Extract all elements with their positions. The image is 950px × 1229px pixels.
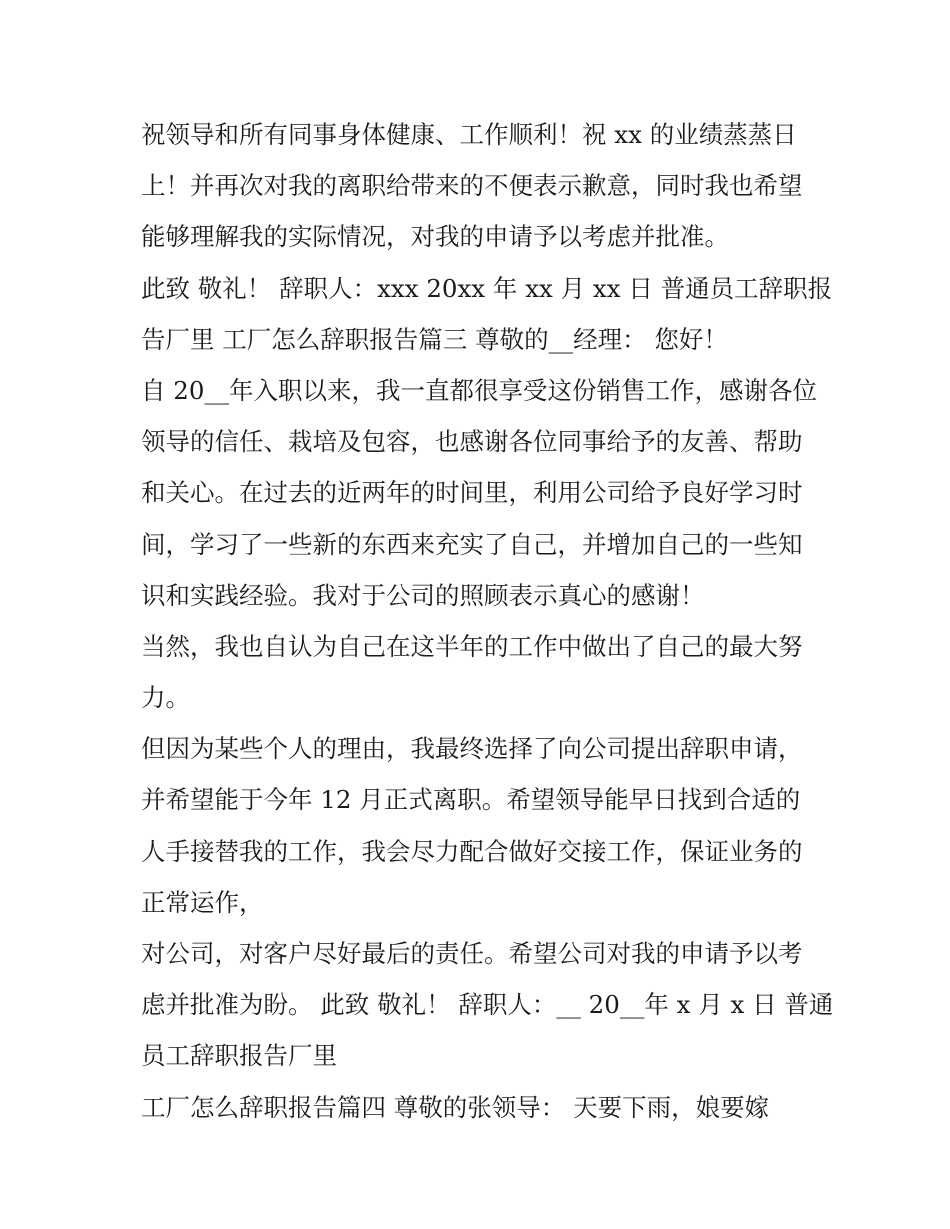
text-line: 告厂里 工厂怎么辞职报告篇三 尊敬的__经理： 您好！ [141,324,728,354]
text-line: 能够理解我的实际情况，对我的申请予以考虑并批准。 [141,222,729,252]
text-line: 识和实践经验。我对于公司的照顾表示真心的感谢！ [141,580,705,610]
text-line: 领导的信任、栽培及包容，也感谢各位同事给予的友善、帮助 [141,427,803,457]
text-line: 员工辞职报告厂里 [141,1041,337,1071]
text-line: 虑并批准为盼。 此致 敬礼！ 辞职人：__ 20__年 x 月 x 日 普通 [141,990,834,1020]
text-line: 此致 敬礼！ 辞职人：xxx 20xx 年 xx 月 xx 日 普通员工辞职报 [141,273,833,303]
document-body [141,109,834,1133]
text-line: 间，学习了一些新的东西来充实了自己，并增加自己的一些知 [141,529,803,559]
text-line: 和关心。在过去的近两年的时间里，利用公司给予良好学习时 [141,478,803,508]
text-line: 上！并再次对我的离职给带来的不便表示歉意，同时我也希望 [141,171,803,201]
text-line: 当然，我也自认为自己在这半年的工作中做出了自己的最大努 [141,631,803,661]
text-line: 正常运作， [141,887,264,917]
text-line: 祝领导和所有同事身体健康、工作顺利！祝 xx 的业绩蒸蒸日 [141,120,797,149]
text-line: 并希望能于今年 12 月正式离职。希望领导能早日找到合适的 [141,785,801,815]
text-line: 但因为某些个人的理由，我最终选择了向公司提出辞职申请， [141,734,803,764]
text-line: 人手接替我的工作，我会尽力配合做好交接工作，保证业务的 [141,836,803,866]
text-line: 对公司，对客户尽好最后的责任。希望公司对我的申请予以考 [141,939,803,968]
text-line: 力。 [141,683,190,713]
text-line: 工厂怎么辞职报告篇四 尊敬的张领导： 天要下雨，娘要嫁 [141,1092,770,1122]
text-line: 自 20__年入职以来，我一直都很享受这份销售工作，感谢各位 [141,375,817,405]
